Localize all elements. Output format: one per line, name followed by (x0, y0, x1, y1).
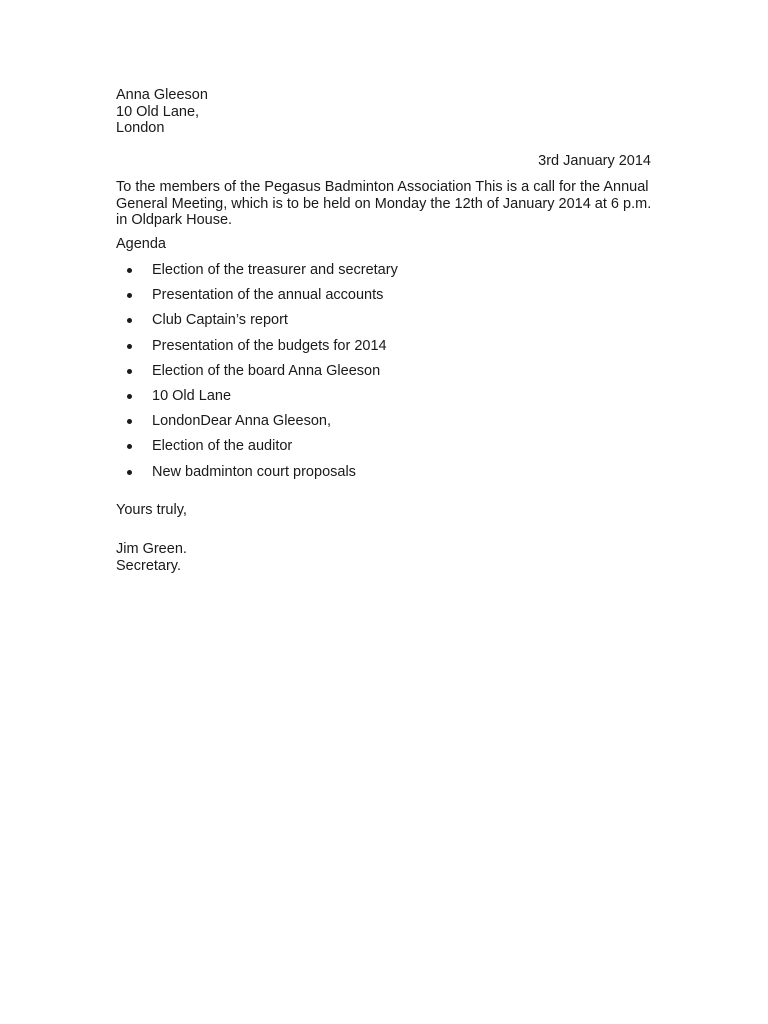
agenda-item (116, 262, 398, 287)
agenda-item (116, 413, 398, 438)
agenda-item-text: Election of the auditor (152, 438, 293, 455)
agenda-item-text: LondonDear Anna Gleeson, (152, 413, 331, 430)
bullet-icon (127, 369, 132, 374)
agenda-item-text: New badminton court proposals (152, 463, 356, 480)
agenda-item (116, 388, 398, 413)
agenda-item (116, 464, 398, 489)
agenda-item (116, 287, 398, 312)
bullet-icon (127, 318, 132, 323)
bullet-icon (127, 444, 132, 449)
bullet-icon (127, 268, 132, 273)
agenda-item (116, 338, 398, 363)
bullet-icon (127, 470, 132, 475)
agenda-heading: Agenda (116, 236, 166, 252)
agenda-item-text: Presentation of the budgets for 2014 (152, 337, 387, 354)
bullet-icon (127, 394, 132, 399)
sender-address-line1: 10 Old Lane, (116, 103, 200, 120)
letter-date: 3rd January 2014 (538, 153, 651, 169)
agenda-item (116, 312, 398, 337)
bullet-icon (127, 344, 132, 349)
agenda-item (116, 363, 398, 388)
agenda-item-text: 10 Old Lane (152, 387, 232, 404)
agenda-item-text: Presentation of the annual accounts (152, 287, 384, 304)
intro-paragraph: To the members of the Pegasus Badminton Association This is a call for the Annual General Meeting, which is to be held on Monday the 12th of January 2014 at 6 p.m. in Oldpark House. (116, 179, 652, 228)
sender-address-line2: London (116, 120, 165, 136)
bullet-icon (127, 293, 132, 298)
agenda-list (116, 262, 398, 489)
signature-block (116, 541, 656, 574)
closing-line: Yours truly, (116, 502, 187, 518)
agenda-item-text: Election of the board Anna Gleeson (152, 362, 381, 379)
sender-name: Anna Gleeson (116, 87, 208, 103)
signature-name: Jim Green. (116, 541, 187, 557)
sender-address (116, 87, 656, 137)
agenda-item (116, 438, 398, 463)
agenda-item-text: Club Captain’s report (152, 312, 288, 329)
agenda-item-text: Election of the treasurer and secretary (152, 262, 398, 278)
bullet-icon (127, 419, 132, 424)
signature-title: Secretary. (116, 557, 182, 574)
